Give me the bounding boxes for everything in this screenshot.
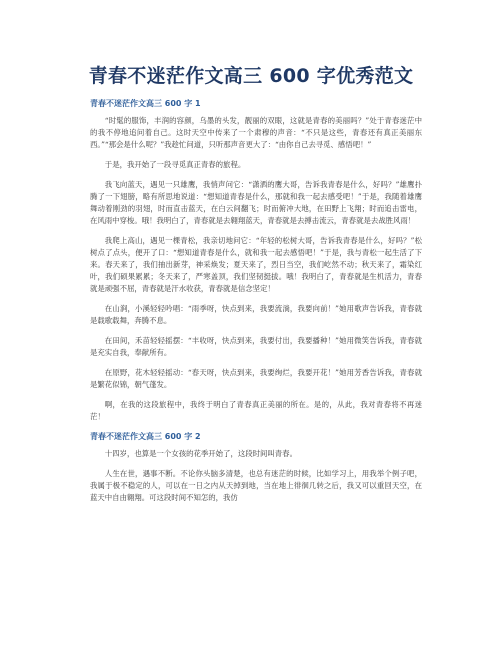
paragraph: 十四岁，也算是一个女孩的花季开始了，这段时间叫青春。 [104, 449, 297, 458]
paragraph: 人生在世，遇事不断。不论你头脑多清楚，也总有迷茫的时候，比如学习上，用我举个例子吧，我属于极不稳定的人，可以在一日之内从天掉到地，当在地上徘徊几转之后，我又可以重回天空，在蓝天中自由翱翔。可这段时间不知怎的，我仿 [90, 469, 422, 502]
paragraph: 于是，我开始了一段寻觅真正青春的旅程。 [104, 160, 246, 169]
paragraph: 我爬上高山，遇见一棵青松，我亲切地问它：“年轻的松树大哥，告诉我青春是什么，好吗？”松树点了点头，便开了口：“想知道青春是什么，就和我一起去感悟吧！”于是，我与青松一起生活了下来。春天来了，我们抽出新芽，神采焕发；夏天来了，烈日当空，我们屹然不动；秋天来了，霜染红叶，我们硕果累累；冬天来了，严寒盖顶，我们坚韧挺拔。哦！我明白了，青春就是生机活力，青春就是顽强不屈，青春就是汗水收获，青春就是信念坚定！ [90, 236, 422, 293]
section-heading: 青春不迷茫作文高三 600 字 2 [90, 432, 201, 441]
essay-section-1 [90, 98, 422, 423]
paragraph: 我飞向蓝天，遇见一只雄鹰，我悄声问它：“潇洒的鹰大哥，告诉我青春是什么，好吗？”雄鹰扑腾了一下翅膀，略有所思地说道：“想知道青春是什么，那就和我一起去感受吧！”于是，我随着雄鹰舞动着刚劲的羽翅，时而直击蓝天，在白云间翻飞；时而俯冲大地，在田野上飞翔；时而追击雷电，在风雨中穿梭。哦！我明白了，青春就是去翱翔蓝天，青春就是去搏击流云，青春就是去战胜风雨！ [90, 180, 422, 225]
paragraph: 在原野，花木轻轻摇动：“春天呀，快点到来，我要绚烂，我要开花！”她用芳香告诉我，青春就是繁花似锦，朝气蓬发。 [90, 368, 422, 389]
paragraph: 在山涧，小溪轻轻吟唱：“雨季呀，快点到来，我要流淌，我要向前！”她用歌声告诉我，青春就是载歌载舞，奔腾不息。 [90, 304, 422, 325]
paragraph: 啊，在我的这段旅程中，我终于明白了青春真正美丽的所在。是的，从此，我对青春将不再迷茫！ [90, 400, 422, 421]
paragraph: “时髦的服饰，丰润的容颜，乌墨的头发，靓丽的双眼，这就是青春的美丽吗？”处于青春迷茫中的我不停地追问着自己。这时天空中传来了一个肃穆的声音：“不只是这些，青春还有真正美丽东西。”“那会是什么呢？”我趁忙问道，只听那声音更大了：“由你自己去寻觅、感悟吧！” [90, 116, 422, 149]
essay-section-2 [90, 431, 422, 504]
page-title: 青春不迷茫作文高三 600 字优秀范文 [88, 65, 414, 87]
document-body [90, 98, 422, 512]
section-heading: 青春不迷茫作文高三 600 字 1 [90, 99, 201, 108]
paragraph: 在田间，禾苗轻轻摇摆：“丰收呀，快点到来，我要付出，我要播种！”她用微笑告诉我，青春就是充实自我，奉献所有。 [90, 336, 422, 357]
